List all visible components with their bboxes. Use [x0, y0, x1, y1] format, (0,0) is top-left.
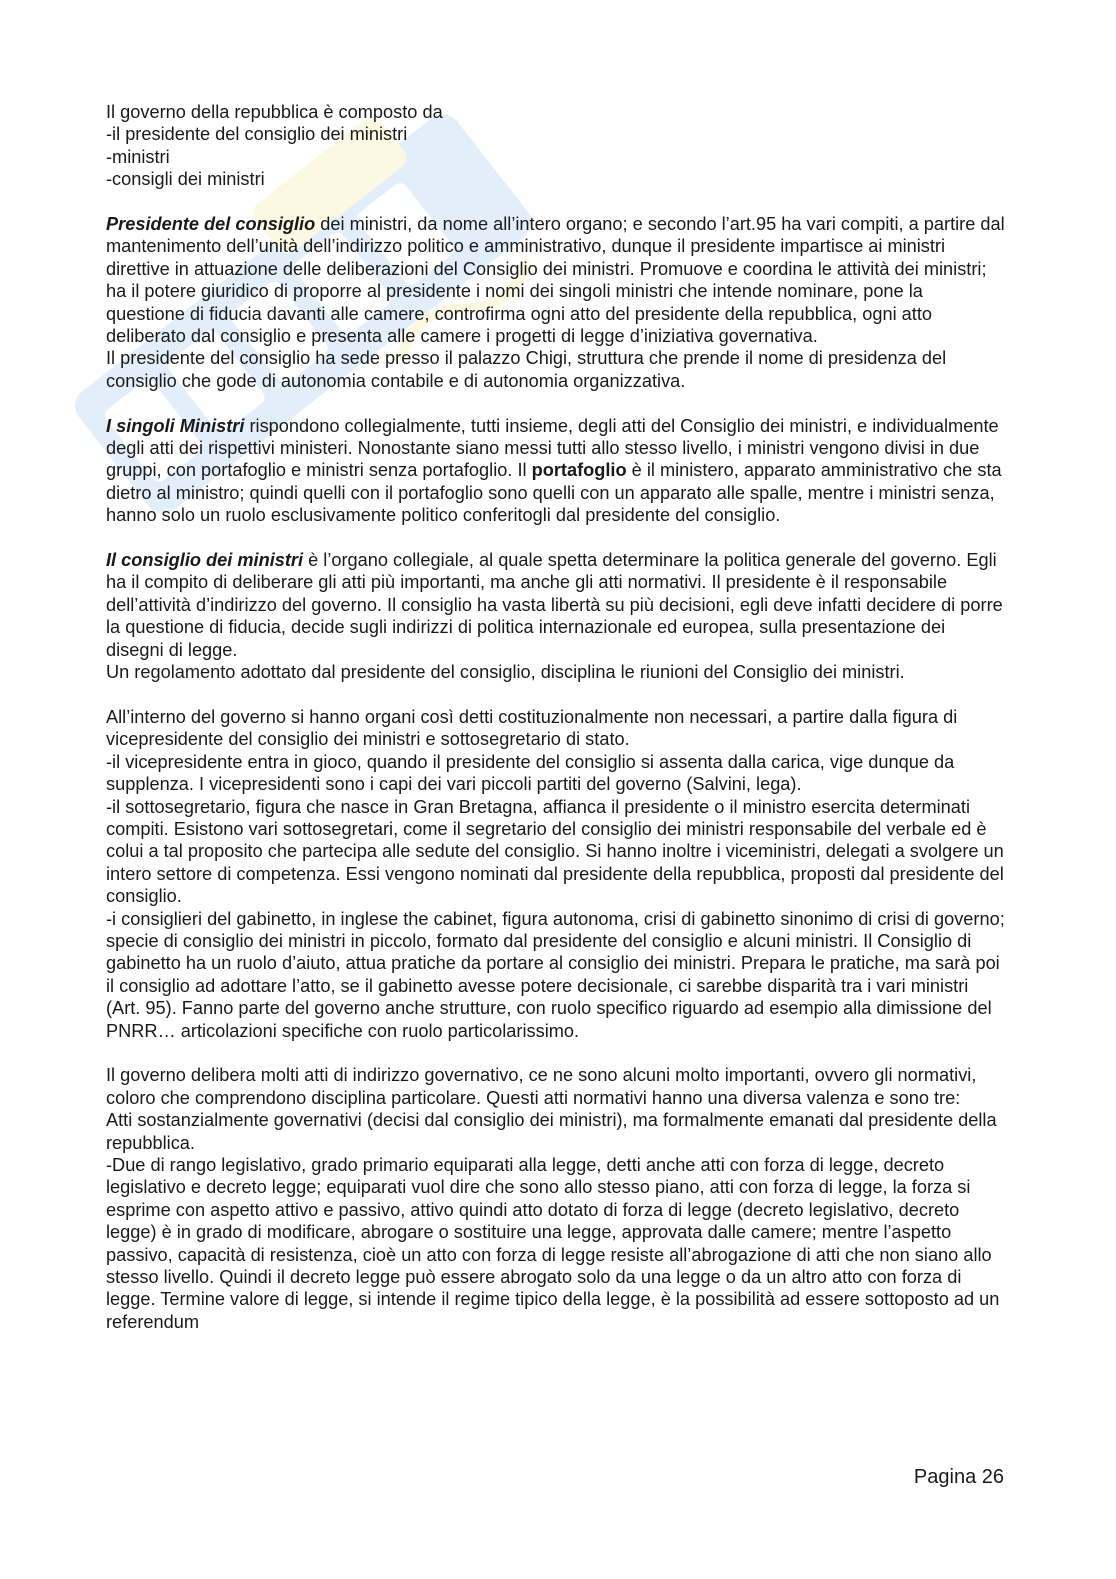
ministri-text-b: è il ministero, apparato amministrativo che sta dietro al ministro; quindi quelli con il portafoglio sono quelli con un apparato alle spalle, mentre i ministri senza, hanno solo un ruolo esclusivamente politico conferitogli dal presidente del consiglio.	[106, 460, 1002, 526]
presidente-lead: Presidente del consiglio	[106, 214, 316, 235]
paragraph-presidente-sede: Il presidente del consiglio ha sede presso il palazzo Chigi, struttura che prende il nome di presidenza del consiglio che gode di autonomia contabile e di autonomia organizzativa.	[106, 348, 947, 391]
ministri-lead: I singoli Ministri	[106, 415, 245, 436]
organi-line-3: -il sottosegretario, figura che nasce in Gran Bretagna, affianca il presidente o il ministro esercita determinati compiti. Esistono vari sottosegretari, come il segretario del consiglio dei ministri responsabile del verbale ed è colui a tal proposito che partecipa alle sedute del consiglio. Si hanno inoltre i viceministri, delegati a svolgere un intero settore di competenza. Essi vengono nominati dal presidente della repubblica, proposti dal presidente del consiglio.	[106, 796, 1004, 907]
paragraph-consiglio-regolamento: Un regolamento adottato dal presidente del consiglio, disciplina le riunioni del Consiglio dei ministri.	[106, 662, 905, 683]
organi-line-1: All’interno del governo si hanno organi così detti costituzionalmente non necessari, a partire dalla figura di vicepresidente del consiglio dei ministri e sottosegretario di stato.	[106, 706, 958, 750]
paragraph-atti	[106, 1064, 1006, 1333]
atti-line-2: Atti sostanzialmente governativi (decisi dal consiglio dei ministri), ma formalmente emanati dal presidente della repubblica.	[106, 1110, 997, 1153]
intro-item-1: -il presidente del consiglio dei ministri	[106, 124, 408, 145]
intro-item-2: -ministri	[106, 146, 170, 167]
atti-line-1: Il governo delibera molti atti di indirizzo governativo, ce ne sono alcuni molto importanti, ovvero gli normativi, coloro che comprendono disciplina particolare. Questi atti normativi hanno una diversa valenza e sono tre:	[106, 1065, 977, 1108]
atti-line-3: -Due di rango legislativo, grado primario equiparati alla legge, detti anche atti con forza di legge, decreto legislativo e decreto legge; equiparati vuol dire che sono allo stesso piano, atti con forza di legge, la forza si esprime con aspetto attivo e passivo, attivo quindi atto dotato di forza di legge (decreto legislativo, decreto legge) è in grado di modificare, abrogare o sostituire una legge, approvata dalle camere; mentre l’aspetto passivo, capacità di resistenza, cioè un atto con forza di legge resiste all’abrogazione di atti che non siano allo stesso livello. Quindi il decreto legge può essere abrogato solo da una legge o da un altro atto con forza di legge. Termine valore di legge, si intende il regime tipico della legge, è la possibilità ad essere sottoposto ad un referendum	[106, 1155, 1000, 1332]
presidente-text: dei ministri, da nome all’intero organo; e secondo l’art.95 ha vari compiti, a partire dal mantenimento dell’unità dell’indirizzo politico e amministrativo, dunque il presidente impartisce ai ministri direttive in attuazione delle deliberazioni del Consiglio dei ministri. Promuove e coordina le attività dei ministri; ha il potere giuridico di proporre al presidente i nomi dei singoli ministri che intende nominare, pone la questione di fiducia davanti alle camere, controfirma ogni atto del presidente della repubblica, ogni atto deliberato dal consiglio e presenta alle camere i progetti di legge d’iniziativa governativa.	[106, 214, 1005, 347]
ministri-bold-term: portafoglio	[531, 460, 627, 481]
paragraph-consiglio	[106, 549, 1006, 661]
intro-block	[106, 101, 1006, 191]
page-number: Pagina 26	[913, 1466, 1004, 1488]
ministri-text-a: rispondono collegialmente, tutti insieme, degli atti del Consiglio dei ministri, e individualmente degli atti dei rispettivi ministeri. Nonostante siano messi tutti allo stesso livello, i ministri vengono divisi in due gruppi, con portafoglio e ministri senza portafoglio. Il	[106, 415, 999, 481]
paragraph-ministri	[106, 415, 1006, 527]
consiglio-text: è l’organo collegiale, al quale spetta determinare la politica generale del governo. Egli ha il compito di deliberare gli atti più importanti, ma anche gli atti normativi. Il presidente è il responsabile dell’attività d’indirizzo del governo. Il consiglio ha vasta libertà su più decisioni, egli deve infatti decidere di porre la questione di fiducia, decide sugli indirizzi di politica internazionale ed europea, sulla presentazione dei disegni di legge.	[106, 550, 1003, 660]
organi-line-4: -i consiglieri del gabinetto, in inglese the cabinet, figura autonoma, crisi di gabinetto sinonimo di crisi di governo; specie di consiglio dei ministri in piccolo, formato dal presidente del consiglio e alcuni ministri. Il Consiglio di gabinetto ha un ruolo d’aiuto, attua pratiche da portare al consiglio dei ministri. Prepara le pratiche, ma sarà poi il consiglio ad adottare l’atto, se il gabinetto avesse potere decisionale, ci sarebbe disparità tra i vari ministri (Art. 95). Fanno parte del governo anche strutture, con ruolo specifico riguardo ad esempio alla dimissione del PNRR… articolazioni specifiche con ruolo particolarissimo.	[106, 908, 1005, 1041]
intro-heading: Il governo della repubblica è composto da	[106, 102, 443, 122]
document-body	[106, 101, 1006, 1333]
paragraph-presidente	[106, 213, 1006, 347]
consiglio-lead: Il consiglio dei ministri	[106, 550, 304, 571]
intro-item-3: -consigli dei ministri	[106, 169, 265, 190]
paragraph-organi	[106, 706, 1006, 1042]
organi-line-2: -il vicepresidente entra in gioco, quando il presidente del consiglio si assenta dalla carica, vige dunque da supplenza. I vicepresidenti sono i capi dei vari piccoli partiti del governo (Salvini, lega).	[106, 751, 955, 795]
